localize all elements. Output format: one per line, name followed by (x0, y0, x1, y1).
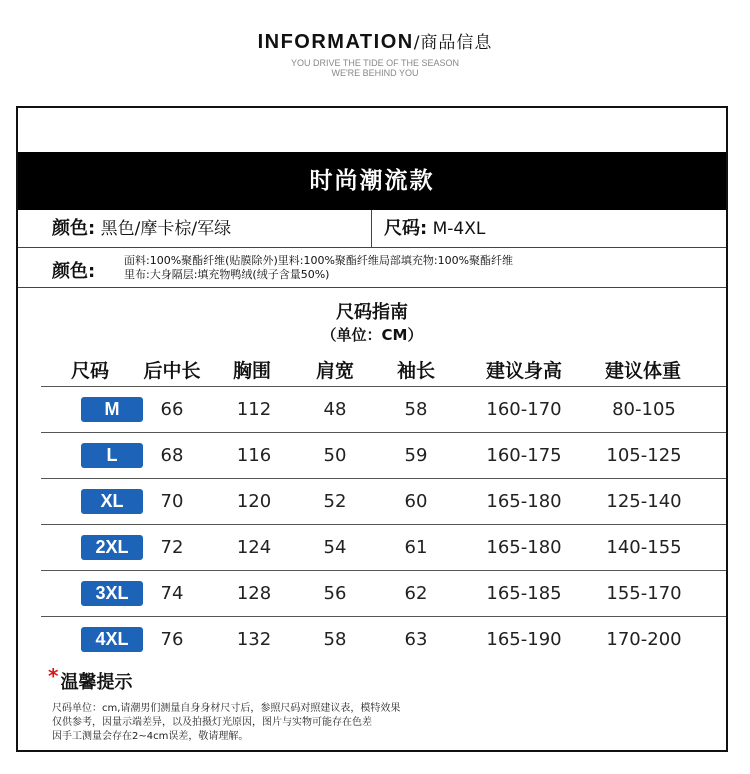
table-cell: 170-200 (606, 629, 682, 650)
table-cell: 61 (404, 537, 428, 558)
size-guide-unit: （单位：CM） (321, 326, 423, 344)
table-cell: 112 (236, 399, 272, 420)
color-size-row (18, 210, 726, 248)
size-badge: 4XL (81, 627, 143, 652)
table-cell: 66 (160, 399, 184, 420)
size-range-value: M-4XL (432, 219, 486, 239)
fabric-label: 颜色: (52, 261, 96, 282)
size-range-cell (372, 210, 726, 247)
table-cell: 160-170 (486, 399, 562, 420)
fabric-line-2: 里布:大身隔层:填充物鸭绒(绒子含量50%) (124, 268, 330, 281)
table-cell: 132 (236, 629, 272, 650)
asterisk-icon: * (48, 664, 59, 688)
header-subtitle-1: YOU DRIVE THE TIDE OF THE SEASON (290, 58, 460, 68)
tips-line-1: 尺码单位：cm,请潮男们测量自身身材尺寸后，参照尺码对照建议表，模特效果 (52, 703, 401, 714)
table-cell: 105-125 (606, 445, 682, 466)
table-cell: 58 (404, 399, 428, 420)
table-cell: 165-190 (486, 629, 562, 650)
table-cell: 76 (160, 629, 184, 650)
table-header-0: 尺码 (70, 360, 109, 382)
table-header-6: 建议体重 (604, 360, 681, 382)
size-badge: XL (81, 489, 143, 514)
table-row (41, 616, 726, 662)
table-cell: 70 (160, 491, 184, 512)
table-row (41, 478, 726, 524)
table-header-4: 袖长 (396, 360, 435, 382)
table-cell: 120 (236, 491, 272, 512)
color-cell (18, 210, 372, 247)
table-cell: 74 (160, 583, 184, 604)
table-cell: 50 (323, 445, 347, 466)
info-card (16, 106, 728, 752)
table-cell: 140-155 (606, 537, 682, 558)
fabric-row (18, 248, 726, 288)
table-cell: 80-105 (612, 399, 676, 420)
table-cell: 124 (236, 537, 272, 558)
header-title-zh: /商品信息 (413, 33, 493, 53)
size-badge: L (81, 443, 143, 468)
table-cell: 155-170 (606, 583, 682, 604)
table-cell: 58 (323, 629, 347, 650)
header-title-en: INFORMATION (257, 31, 414, 53)
table-cell: 165-180 (486, 537, 562, 558)
table-header-5: 建议身高 (485, 360, 562, 382)
table-header-2: 胸围 (232, 360, 271, 382)
table-cell: 68 (160, 445, 184, 466)
tips-title (48, 664, 133, 694)
banner-title: 时尚潮流款 (18, 152, 726, 210)
tips-line-2: 仅供参考，因量示端差异，以及拍摄灯光原因，图片与实物可能存在色差 (52, 717, 372, 728)
table-cell: 60 (404, 491, 428, 512)
table-row (41, 386, 726, 432)
table-cell: 56 (323, 583, 347, 604)
table-cell: 128 (236, 583, 272, 604)
table-header-1: 后中长 (143, 360, 201, 382)
table-cell: 160-175 (486, 445, 562, 466)
table-cell: 165-180 (486, 491, 562, 512)
table-cell: 116 (236, 445, 272, 466)
table-cell: 165-185 (486, 583, 562, 604)
page-header (0, 0, 750, 100)
table-row (41, 432, 726, 478)
fabric-lines (124, 254, 513, 282)
table-cell: 72 (160, 537, 184, 558)
table-cell: 59 (404, 445, 428, 466)
table-cell: 63 (404, 629, 428, 650)
table-cell: 62 (404, 583, 428, 604)
size-badge: 3XL (81, 581, 143, 606)
table-cell: 48 (323, 399, 347, 420)
size-guide-title: 尺码指南 (336, 302, 408, 323)
table-row (41, 524, 726, 570)
table-cell: 52 (323, 491, 347, 512)
header-subtitle-2: WE'RE BEHIND YOU (331, 68, 419, 78)
tips-line-3: 因手工测量会存在2~4cm误差，敬请理解。 (52, 731, 249, 742)
size-label: 尺码: (384, 218, 428, 239)
tips-title-text: 温馨提示 (60, 672, 133, 693)
table-cell: 54 (323, 537, 347, 558)
tips-body (52, 702, 400, 744)
table-row (41, 570, 726, 616)
table-cell: 125-140 (606, 491, 682, 512)
fabric-line-1: 面料:100%聚酯纤维(贴膜除外)里料:100%聚酯纤维局部填充物:100%聚酯纤维 (124, 254, 514, 267)
size-badge: 2XL (81, 535, 143, 560)
size-badge: M (81, 397, 143, 422)
table-header-3: 肩宽 (315, 360, 354, 382)
header-title (0, 28, 750, 54)
color-label: 颜色: (52, 218, 96, 239)
color-value: 黑色/摩卡棕/军绿 (100, 219, 232, 239)
